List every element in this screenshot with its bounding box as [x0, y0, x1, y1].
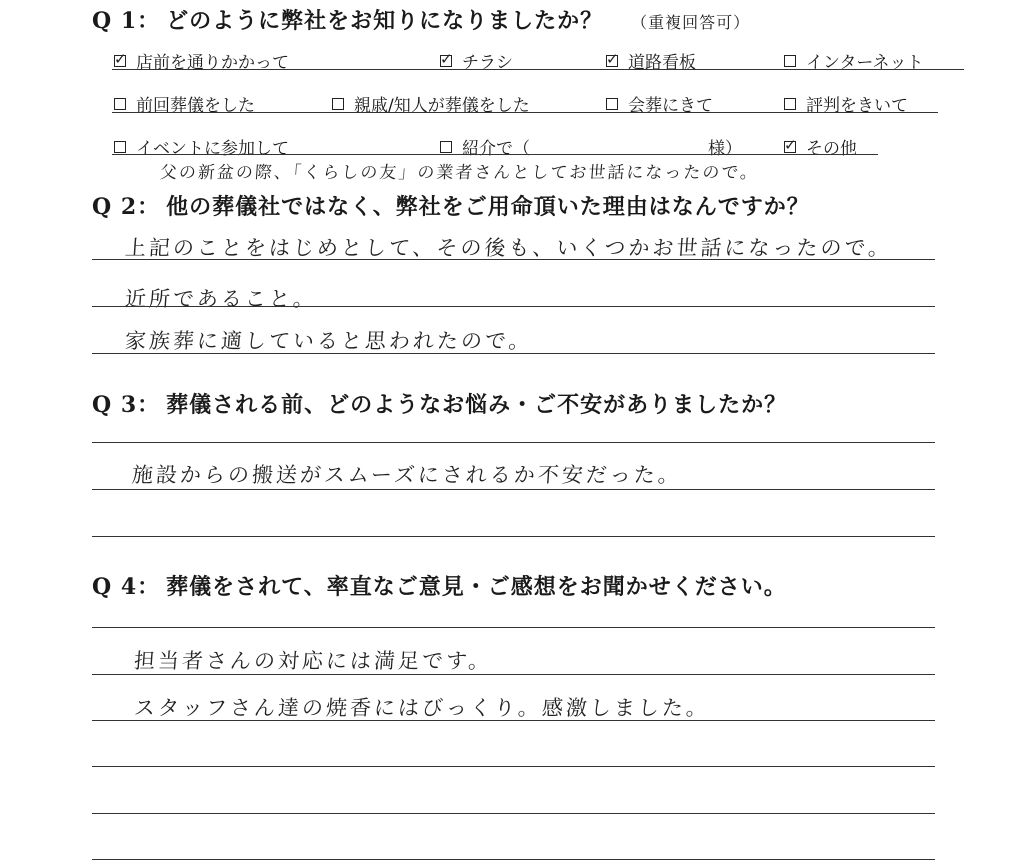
option-label: その他 — [806, 139, 857, 159]
q3-heading — [92, 388, 787, 419]
option-label: 店前を通りかかって — [136, 53, 289, 73]
sama-label: 様） — [708, 139, 742, 159]
q2-text: 他の葬儀社ではなく、弊社をご用命頂いた理由はなんですか？ — [166, 195, 810, 220]
q3-number: Q 3： — [92, 392, 161, 418]
q1-option-referral[interactable] — [440, 134, 530, 159]
q4-text: 葬儀をされて、率直なご意見・ご感想をお聞かせください。 — [166, 575, 787, 600]
q1-text: どのように弊社をお知りになりましたか？ — [166, 9, 604, 34]
q4-rule-3 — [92, 720, 935, 721]
option-label: 前回葬儀をした — [136, 96, 255, 116]
option-label: 紹介で（ — [462, 139, 530, 159]
q4-rule-4 — [92, 766, 935, 767]
checkbox-icon[interactable] — [332, 98, 344, 110]
q2-rule-3 — [92, 353, 935, 354]
option-label: 親戚/知人が葬儀をした — [354, 96, 530, 116]
q1-row2-rule — [112, 112, 938, 113]
checkbox-icon[interactable] — [784, 55, 796, 67]
option-label: 会葬にきて — [628, 96, 713, 116]
q4-number: Q 4： — [92, 574, 161, 600]
checkbox-icon[interactable] — [114, 141, 126, 153]
q1-option-event[interactable] — [114, 134, 289, 159]
option-label: 道路看板 — [628, 53, 696, 73]
option-label: 評判をきいて — [806, 96, 908, 116]
q1-handwritten-answer: 父の新盆の際、「くらしの友」の業者さんとしてお世話になったので。 — [159, 163, 760, 183]
q2-answer-line-2: 近所であること。 — [124, 287, 318, 311]
q4-rule-1 — [92, 627, 935, 628]
q2-rule-1 — [92, 259, 935, 260]
option-label: チラシ — [462, 53, 513, 73]
checkbox-icon[interactable] — [440, 141, 452, 153]
q3-answer-line-1: 施設からの搬送がスムーズにされるか不安だった。 — [131, 463, 683, 487]
q4-answer-line-2: スタッフさん達の焼香にはびっくり。感激しました。 — [133, 696, 711, 720]
q1-option-other[interactable] — [784, 134, 857, 159]
q4-rule-5 — [92, 813, 935, 814]
q2-heading — [92, 190, 810, 221]
q1-number: Q 1： — [92, 8, 161, 34]
checkbox-checked-icon[interactable] — [784, 141, 796, 153]
checkbox-checked-icon[interactable] — [606, 55, 618, 67]
option-label: イベントに参加して — [136, 139, 289, 159]
q4-rule-2 — [92, 674, 935, 675]
q1-referral-sama — [708, 134, 742, 159]
q3-rule-1 — [92, 442, 935, 443]
checkbox-icon[interactable] — [114, 98, 126, 110]
q1-row1-rule — [112, 69, 964, 70]
q3-rule-2 — [92, 489, 935, 490]
option-label: インターネット — [806, 53, 924, 73]
q2-rule-2 — [92, 306, 935, 307]
checkbox-icon[interactable] — [606, 98, 618, 110]
checkbox-checked-icon[interactable] — [440, 55, 452, 67]
q3-rule-3 — [92, 536, 935, 537]
q2-number: Q 2： — [92, 194, 161, 220]
q1-row3-rule — [112, 154, 878, 155]
q3-text: 葬儀される前、どのようなお悩み・ご不安がありましたか？ — [166, 393, 788, 418]
q2-answer-line-3: 家族葬に適していると思われたので。 — [124, 329, 534, 353]
q2-answer-line-1: 上記のことをはじめとして、その後も、いくつかお世話になったので。 — [124, 236, 893, 260]
checkbox-checked-icon[interactable] — [114, 55, 126, 67]
q4-rule-6 — [92, 859, 935, 860]
q1-heading — [92, 4, 750, 35]
q1-note: （重複回答可） — [631, 13, 751, 32]
q4-heading — [92, 570, 787, 601]
checkbox-icon[interactable] — [784, 98, 796, 110]
q4-answer-line-1: 担当者さんの対応には満足です。 — [133, 649, 494, 673]
